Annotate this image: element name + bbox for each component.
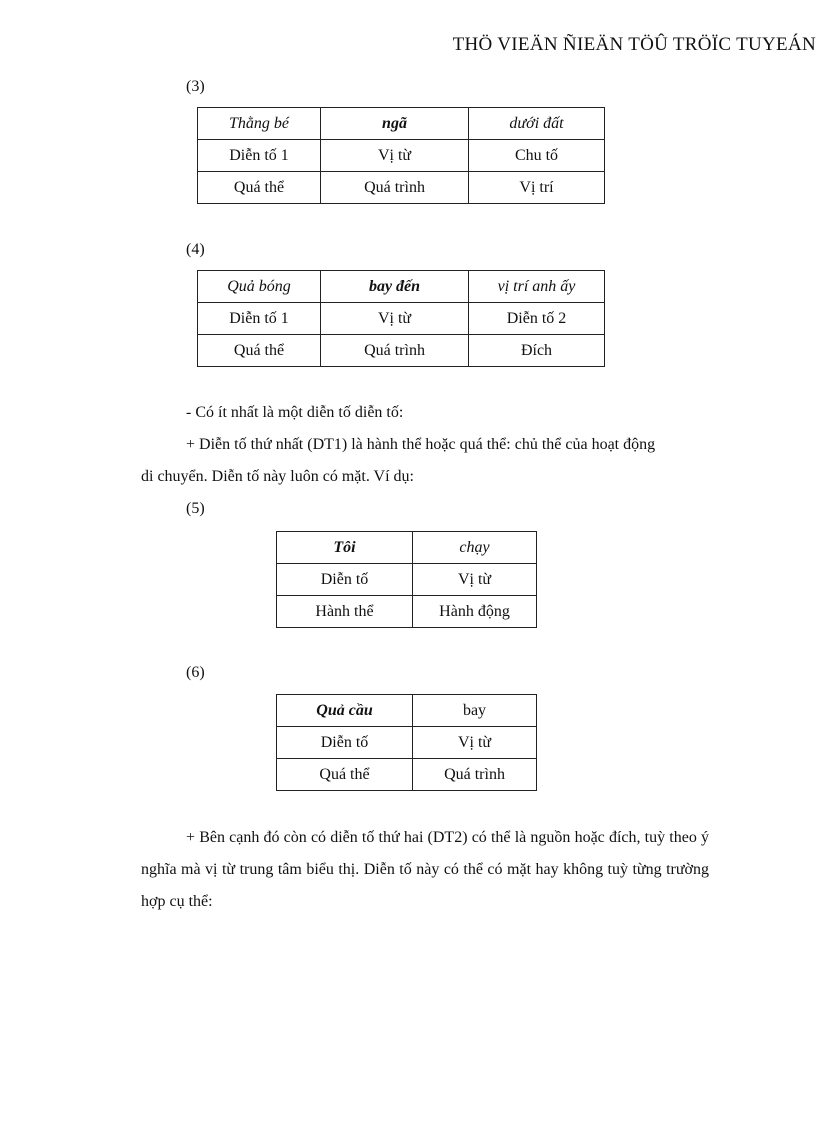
- example-table-3: [197, 107, 605, 204]
- table-cell: Quá trình: [413, 759, 537, 791]
- table-cell: Diễn tố 2: [469, 303, 605, 335]
- table-row: [277, 596, 537, 628]
- example-table-6: [276, 694, 537, 791]
- table-row: [277, 759, 537, 791]
- example-table-5: [276, 531, 537, 628]
- table-row: [277, 695, 537, 727]
- table-cell: vị trí anh ấy: [469, 271, 605, 303]
- table-cell: Vị từ: [321, 140, 469, 172]
- table-row: [198, 335, 605, 367]
- example-label-5: (5): [186, 500, 205, 517]
- table-cell: Quá thể: [277, 759, 413, 791]
- table-row: [198, 271, 605, 303]
- example-label-3: (3): [186, 78, 205, 95]
- text-line-2: + Diễn tố thứ nhất (DT1) là hành thể hoặc quá thể: chủ thể của hoạt động: [186, 436, 656, 453]
- example-label-4: (4): [186, 241, 205, 258]
- table-row: [198, 172, 605, 204]
- table-cell: Diễn tố: [277, 727, 413, 759]
- table-cell: Vị trí: [469, 172, 605, 204]
- table-cell: dưới đất: [469, 108, 605, 140]
- table-row: [198, 108, 605, 140]
- table-cell: ngã: [321, 108, 469, 140]
- table-row: [277, 727, 537, 759]
- table-cell: Quá trình: [321, 172, 469, 204]
- table-cell: chạy: [413, 532, 537, 564]
- table-cell: Vị từ: [413, 564, 537, 596]
- table-cell: Thằng bé: [198, 108, 321, 140]
- table-row: [198, 140, 605, 172]
- table-cell: Diễn tố 1: [198, 303, 321, 335]
- table-cell: Diễn tố 1: [198, 140, 321, 172]
- example-label-6: (6): [186, 664, 205, 681]
- page-header: THÖ VIEÄN ÑIEÄN TÖÛ TRÖÏC TUYEÁN: [452, 34, 816, 55]
- table-cell: Hành thể: [277, 596, 413, 628]
- table-cell: Quả cầu: [277, 695, 413, 727]
- table-cell: Diễn tố: [277, 564, 413, 596]
- table-cell: Vị từ: [321, 303, 469, 335]
- table-row: [277, 532, 537, 564]
- table-cell: Quả bóng: [198, 271, 321, 303]
- text-line-1: - Có ít nhất là một diễn tố diễn tố:: [186, 404, 404, 421]
- table-cell: bay: [413, 695, 537, 727]
- table-row: [198, 303, 605, 335]
- table-cell: Vị từ: [413, 727, 537, 759]
- paragraph-dt2: + Bên cạnh đó còn có diễn tố thứ hai (DT2) có thể là nguồn hoặc đích, tuỳ theo ý nghĩa mà vị từ trung tâm biểu thị. Diễn tố này có thể có mặt hay không tuỳ từng trường hợp cụ thể:: [141, 829, 709, 910]
- text-line-3: di chuyển. Diễn tố này luôn có mặt. Ví dụ:: [141, 468, 414, 485]
- table-cell: bay đến: [321, 271, 469, 303]
- table-cell: Hành động: [413, 596, 537, 628]
- table-cell: Đích: [469, 335, 605, 367]
- table-cell: Quá thể: [198, 172, 321, 204]
- table-cell: Chu tố: [469, 140, 605, 172]
- table-row: [277, 564, 537, 596]
- table-cell: Quá thể: [198, 335, 321, 367]
- table-cell: Tôi: [277, 532, 413, 564]
- table-cell: Quá trình: [321, 335, 469, 367]
- example-table-4: [197, 270, 605, 367]
